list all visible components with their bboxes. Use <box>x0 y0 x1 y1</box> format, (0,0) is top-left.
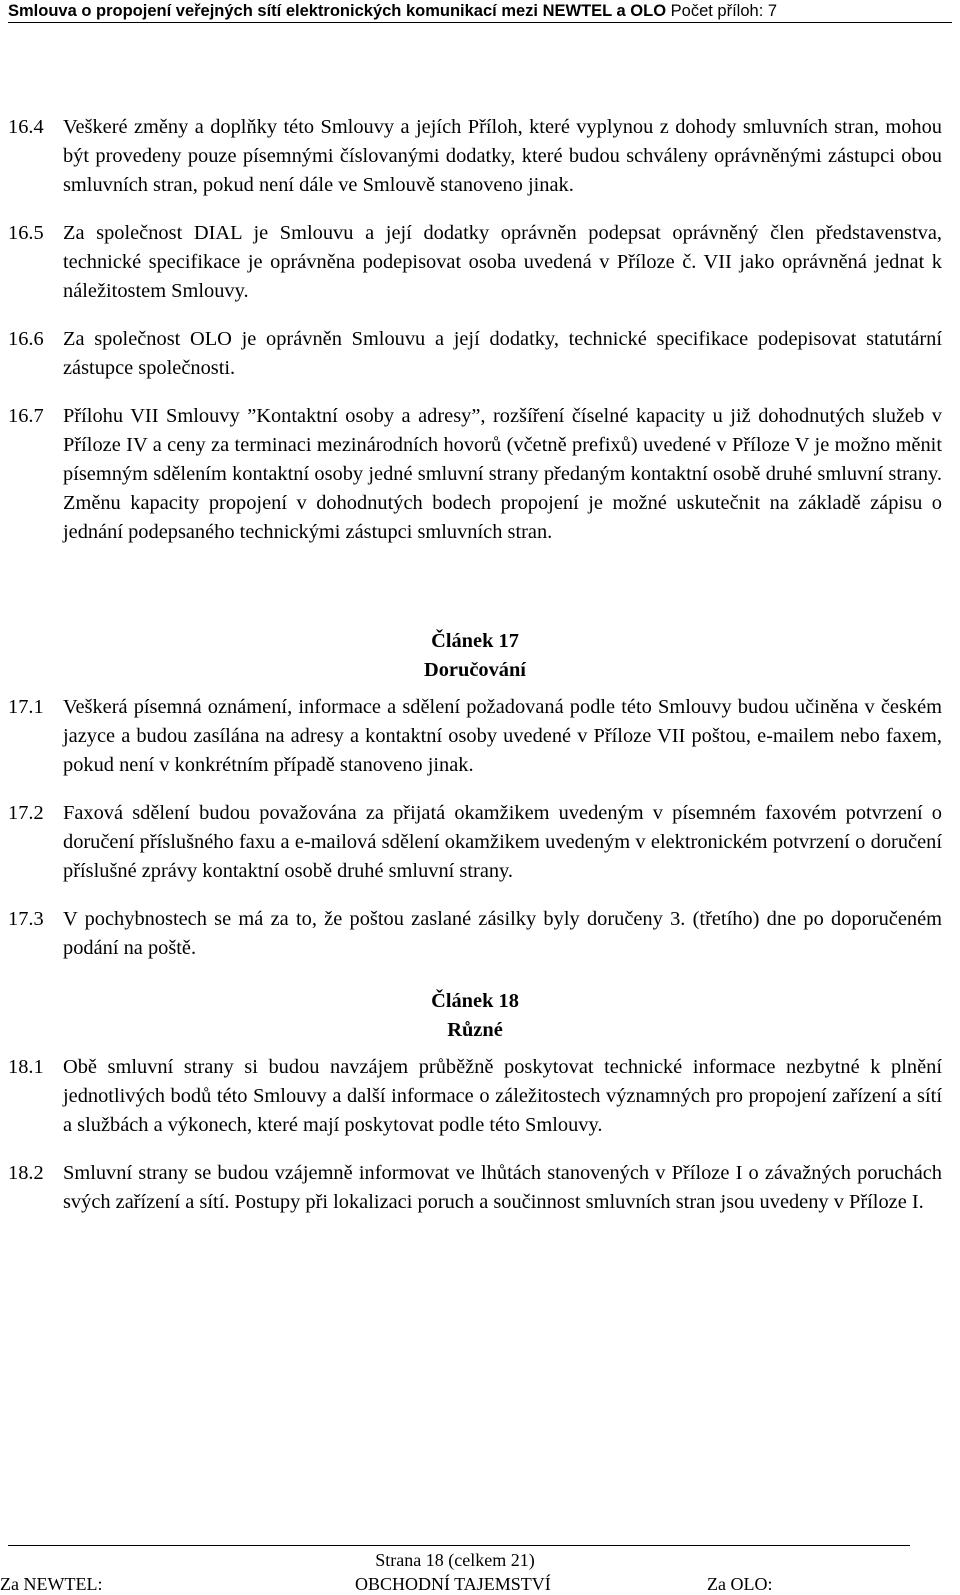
footer-divider <box>8 1545 910 1546</box>
section-number: 18.2 <box>8 1162 44 1184</box>
section-16-6 <box>8 325 942 383</box>
article-subtitle: Doručování <box>424 659 526 681</box>
header-title: Smlouva o propojení veřejných sítí elektronických komunikací mezi NEWTEL a OLO <box>8 2 667 20</box>
section-number: 16.6 <box>8 328 44 350</box>
section-number: 16.7 <box>8 405 44 427</box>
section-text: Přílohu VII Smlouvy ”Kontaktní osoby a adresy”, rozšíření číselné kapacity u již dohodnutých služeb v Příloze IV a ceny za terminaci mezinárodních hovorů (včetně prefixů) uvedené v Příloze V je možno měnit písemným sdělením kontaktní osoby jedné smluvní strany předaným kontaktní osobě druhé smluvní strany. Změnu kapacity propojení v dohodnutých bodech propojení je možné uskutečnit na základě zápisu o jednání podepsaného technickými zástupci smluvních stran. <box>63 405 942 543</box>
section-text: Veškerá písemná oznámení, informace a sdělení požadovaná podle této Smlouvy budou učiněna v českém jazyce a budou zasílána na adresy a kontaktní osoby uvedené v Příloze VII poštou, e-mailem nebo faxem, pokud není v konkrétním případě stanoveno jinak. <box>63 696 942 776</box>
section-text: Obě smluvní strany si budou navzájem průběžně poskytovat technické informace nezbytné k plnění jednotlivých bodů této Smlouvy a další informace o záležitostech významných pro propojení zařízení a sítí a službách a výkonech, které mají poskytovat podle této Smlouvy. <box>63 1056 942 1136</box>
section-number: 17.3 <box>8 908 44 930</box>
section-16-5 <box>8 219 942 306</box>
section-text: V pochybnostech se má za to, že poštou zaslané zásilky byly doručeny 3. (třetího) dne po doporučeném podání na poště. <box>63 908 942 959</box>
section-text: Za společnost OLO je oprávněn Smlouvu a její dodatky, technické specifikace podepisovat statutární zástupce společnosti. <box>63 328 942 379</box>
section-number: 17.1 <box>8 696 44 718</box>
section-18-1 <box>8 1053 942 1140</box>
section-18-2 <box>8 1159 942 1217</box>
footer-newtel-label: Za NEWTEL: <box>0 1574 103 1594</box>
section-17-3 <box>8 905 942 963</box>
document-body <box>8 113 942 1236</box>
section-16-4 <box>8 113 942 200</box>
section-number: 16.4 <box>8 116 44 138</box>
section-17-2 <box>8 799 942 886</box>
article-title: Článek 18 <box>431 990 519 1012</box>
section-number: 17.2 <box>8 802 44 824</box>
page-header <box>8 0 952 23</box>
article-17-heading <box>8 627 942 685</box>
article-title: Článek 17 <box>431 630 519 652</box>
footer-signatures <box>0 1573 960 1595</box>
section-number: 16.5 <box>8 222 44 244</box>
section-text: Veškeré změny a doplňky této Smlouvy a jejích Příloh, které vyplynou z dohody smluvních stran, mohou být provedeny pouze písemnými číslovanými dodatky, které budou schváleny oprávněnými zástupci obou smluvních stran, pokud není dále ve Smlouvě stanoveno jinak. <box>63 116 942 196</box>
footer-olo-label: Za OLO: <box>707 1574 773 1594</box>
footer-confidential-label: OBCHODNÍ TAJEMSTVÍ <box>355 1574 551 1594</box>
section-17-1 <box>8 693 942 780</box>
section-16-7 <box>8 402 942 547</box>
section-text: Faxová sdělení budou považována za přijatá okamžikem uvedeným v písemném faxovém potvrzení o doručení příslušného faxu a e-mailová sdělení okamžikem uvedeným v elektronickém potvrzení o doručení příslušné zprávy kontaktní osobě druhé smluvní strany. <box>63 802 942 882</box>
section-number: 18.1 <box>8 1056 44 1078</box>
article-subtitle: Různé <box>447 1019 503 1041</box>
header-attachment-count: Počet příloh: 7 <box>670 2 778 20</box>
section-text: Smluvní strany se budou vzájemně informovat ve lhůtách stanovených v Příloze I o závažných poruchách svých zařízení a sítí. Postupy při lokalizaci poruch a součinnost smluvních stran jsou uvedeny v Příloze I. <box>63 1162 942 1213</box>
footer-page-number: Strana 18 (celkem 21) <box>375 1550 535 1570</box>
article-18-heading <box>8 987 942 1045</box>
section-text: Za společnost DIAL je Smlouvu a její dodatky oprávněn podepsat oprávněný člen představenstva, technické specifikace je oprávněna podepisovat osoba uvedená v Příloze č. VII jako oprávněná jednat k náležitostem Smlouvy. <box>63 222 942 302</box>
